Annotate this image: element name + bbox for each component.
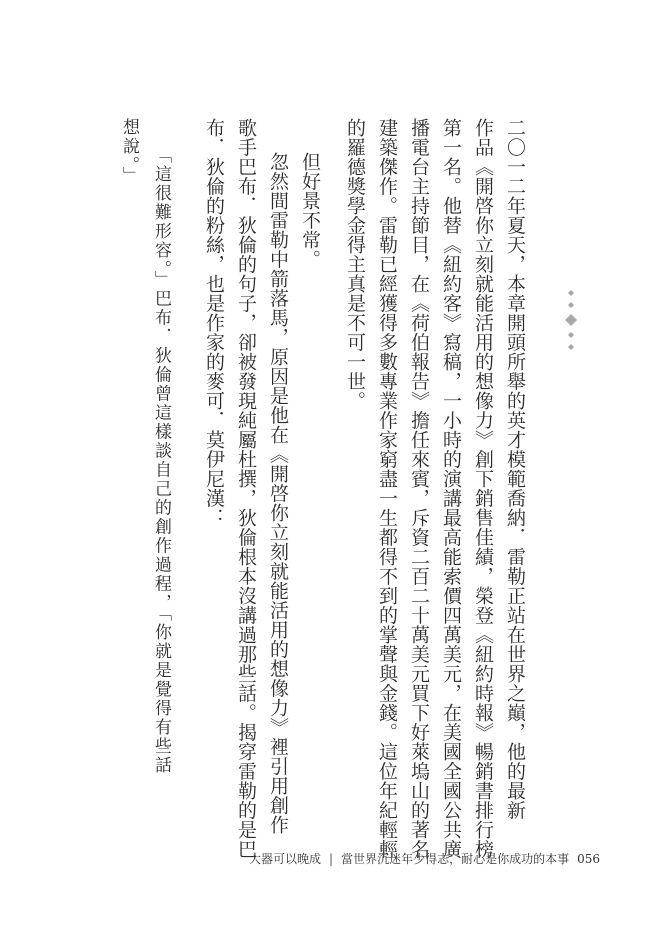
text-column-1: 二〇一二年夏天，本章開頭所舉的英才模範喬納．雷勒正站在世界之巔，他的最新	[504, 118, 526, 820]
text-column-9: 歌手巴布．狄倫的句子，卻被發現純屬杜撰，狄倫根本沒講過那些話。揭穿雷勒的是巴	[235, 118, 257, 859]
text-column-6: 的羅德獎學金得主真是不可一世。	[344, 118, 366, 411]
footer-separator: |	[329, 851, 334, 866]
footer-chapter-title: 當世界沉迷年少得志，耐心是你成功的本事	[341, 852, 570, 866]
text-column-2: 作品《開啓你立刻就能活用的想像力》創下銷售佳績，榮登《紐約時報》暢銷書排行榜	[472, 118, 494, 859]
text-column-10: 布．狄倫的粉絲，也是作家的麥可．莫伊尼漢：	[203, 118, 225, 528]
text-column-5: 建築傑作。雷勒已經獲得多數專業作家窮盡一生都得不到的掌聲與金錢。這位年紀輕輕	[376, 118, 398, 859]
page-number: 056	[577, 851, 600, 866]
text-column-3: 第一名。他替《紐約客》寫稿，一小時的演講最高能索價四萬美元，在美國全國公共廣	[440, 118, 462, 859]
text-column-8: 忽然間雷勒中箭落馬，原因是他在《開啓你立刻就能活用的想像力》裡引用創作	[267, 152, 289, 835]
text-column-4: 播電台主持節目，在《荷伯報告》擔任來賓，斥資二百二十萬美元買下好萊塢山的著名	[408, 118, 430, 859]
text-column-7: 但好景不常。	[299, 152, 321, 269]
quote-column-1: 「這很難形容。」巴布．狄倫曾這樣談自己的創作過程，「你就是覺得有些話	[151, 146, 171, 775]
decorative-diamond-ornament	[561, 290, 581, 360]
page-footer	[160, 850, 600, 867]
footer-book-title: 大器可以晚成	[249, 852, 322, 866]
quote-column-2: 想說。」	[119, 118, 139, 186]
